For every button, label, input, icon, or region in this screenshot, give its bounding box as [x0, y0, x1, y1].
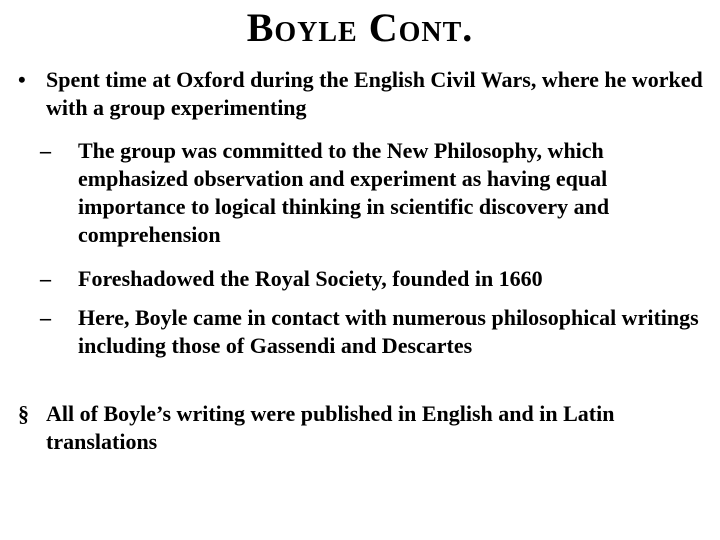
- bullet-dash-icon: –: [40, 305, 51, 330]
- bullet-item: [18, 400, 706, 456]
- bullet-item: [18, 66, 706, 122]
- sub-bullet-text: The group was committed to the New Philosophy, which emphasized observation and experiment as having equal importance to logical thinking in scientific discovery and comprehension: [78, 138, 610, 247]
- bullet-dash-icon: –: [40, 266, 51, 291]
- bullet-dot-icon: •: [18, 67, 26, 92]
- sub-bullet-item: [40, 137, 703, 249]
- sub-bullet-text: Foreshadowed the Royal Society, founded in 1660: [78, 266, 543, 291]
- slide-title: Boyle Cont.: [246, 5, 474, 50]
- sub-bullet-item: [40, 304, 703, 360]
- bullet-dash-icon: –: [40, 138, 51, 163]
- sub-bullet-item: [40, 265, 703, 293]
- bullet-text: Spent time at Oxford during the English Civil Wars, where he worked with a group experimenting: [46, 67, 703, 120]
- bullet-text: All of Boyle’s writing were published in English and in Latin translations: [46, 401, 615, 454]
- bullet-section-icon: §: [18, 401, 29, 426]
- sub-bullet-text: Here, Boyle came in contact with numerous philosophical writings including those of Gassendi and Descartes: [78, 305, 699, 358]
